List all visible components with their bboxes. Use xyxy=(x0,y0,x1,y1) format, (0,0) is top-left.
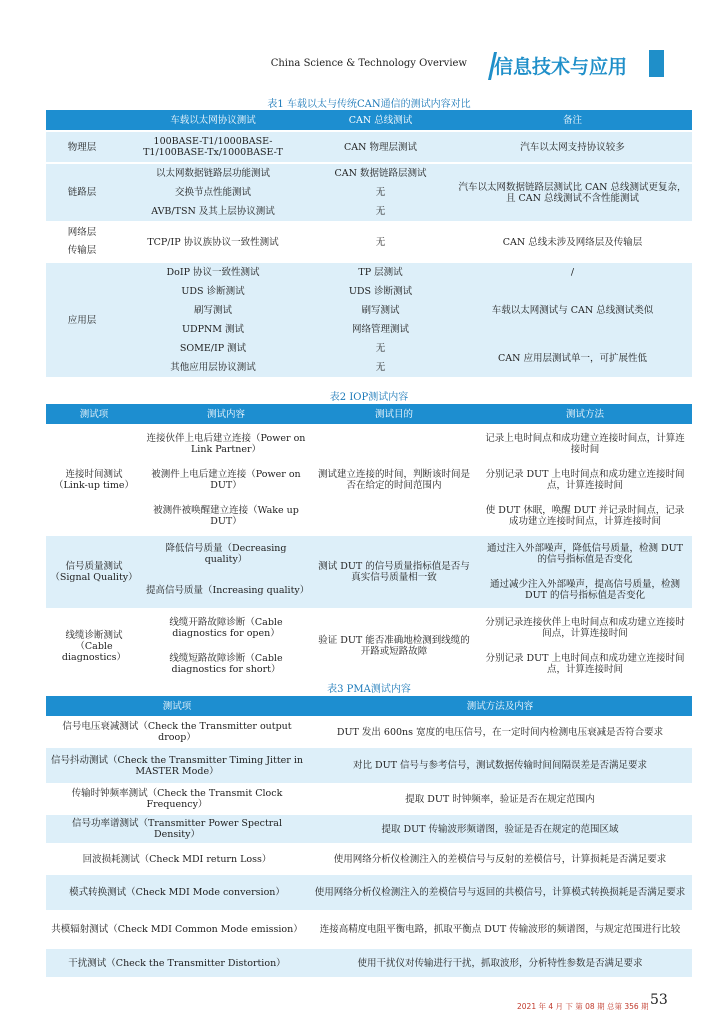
table-row xyxy=(46,223,692,261)
table1-cell: 交换节点性能测试 xyxy=(118,183,308,202)
table1-cell: 刷写测试 xyxy=(118,301,308,320)
table-row xyxy=(46,282,692,301)
table2-header: 测试目的 xyxy=(310,404,478,424)
table2-cell: 线缆开路故障诊断（Cable diagnostics for open） xyxy=(169,617,283,639)
table1-cell: 其他应用层协议测试 xyxy=(118,358,308,377)
table2-cell: 分别记录 DUT 上电时间点和成功建立连接时间点，计算连接时间 xyxy=(485,653,685,675)
table2-cell: 分别记录 DUT 上电时间点和成功建立连接时间点，计算连接时间 xyxy=(485,469,685,491)
header-accent-block xyxy=(649,50,664,77)
table2-header: 测试项 xyxy=(46,404,142,424)
table-row xyxy=(46,785,692,813)
table2-cell: 通过注入外部噪声，降低信号质量，检测 DUT 的信号指标值是否变化 xyxy=(478,536,692,572)
journal-title-en: China Science & Technology Overview xyxy=(270,58,467,69)
table1-cell: SOME/IP 测试 xyxy=(118,339,308,358)
table1 xyxy=(46,110,692,377)
table-row xyxy=(46,132,692,162)
table3-cell: 干扰测试（Check the Transmitter Distortion） xyxy=(46,949,308,977)
table1-cell: 应用层 xyxy=(46,263,118,377)
issue-info: 2021 年 4 月 下 第 08 期 总第 356 期 xyxy=(517,1002,649,1011)
table3-cell: 提取 DUT 时钟频率，验证是否在规定范围内 xyxy=(405,793,595,805)
table-row xyxy=(46,536,692,572)
table2-cell: 线缆诊断测试（Cable diagnostics） xyxy=(61,629,127,663)
table1-header-row xyxy=(46,110,692,130)
table1-layer-network: 网络层 xyxy=(67,227,97,238)
table1-cell: 100BASE-T1/1000BASE-T1/100BASE-Tx/1000BASE-T xyxy=(118,132,308,162)
table3-header-row xyxy=(46,696,692,716)
table3-cell: 对比 DUT 信号与参考信号，测试数据传输时间间隔误差是否满足要求 xyxy=(308,748,692,783)
table1-cell: 汽车以太网数据链路层测试比 CAN 总线测试更复杂，且 CAN 总线测试不含性能测试 xyxy=(453,164,692,221)
table1-cell: 车载以太网测试与 CAN 总线测试类似 xyxy=(453,282,692,339)
table3 xyxy=(46,696,692,977)
table2-caption: 表2 IOP测试内容 xyxy=(329,392,409,403)
table3-cell: 使用干扰仪对传输进行干扰，抓取波形，分析特性参数是否满足要求 xyxy=(308,949,692,977)
section-title-cn: 信息技术与应用 xyxy=(494,56,628,78)
page-number: 53 xyxy=(650,992,668,1008)
table2-cell: 被测件被唤醒建立连接（Wake up DUT） xyxy=(153,505,299,527)
table-row xyxy=(46,748,692,783)
table1-cell: 汽车以太网支持协议较多 xyxy=(453,132,692,162)
table2-cell: 通过减少注入外部噪声，提高信号质量，检测 DUT 的信号指标值是否变化 xyxy=(478,572,692,608)
table1-cell: 无 xyxy=(308,358,453,377)
table1-cell: 网络管理测试 xyxy=(308,320,453,339)
table2-cell: 降低信号质量（Decreasing quality） xyxy=(142,536,310,572)
table1-cell: DoIP 协议一致性测试 xyxy=(118,263,308,282)
table1-cell: 刷写测试 xyxy=(308,301,453,320)
table1-cell: UDS 诊断测试 xyxy=(118,282,308,301)
table2-cell: 连接时间测试（Link-up time） xyxy=(54,469,134,491)
table1-cell xyxy=(46,223,118,261)
table2-cell: 信号质量测试（Signal Quality） xyxy=(46,536,142,608)
table1-cell: UDPNM 测试 xyxy=(118,320,308,339)
table-row xyxy=(46,949,692,977)
table3-cell: 传输时钟频率测试（Check the Transmit Clock Frequency） xyxy=(71,788,283,810)
table-row xyxy=(46,610,692,646)
table1-cell: 无 xyxy=(375,236,386,248)
table1-cell: 无 xyxy=(308,339,453,358)
table1-cell: CAN 数据链路层测试 xyxy=(308,164,453,183)
table2-cell: 测试 DUT 的信号质量指标值是否与真实信号质量相一致 xyxy=(310,536,478,608)
table-row xyxy=(46,339,692,358)
table1-cell: CAN 总线未涉及网络层及传输层 xyxy=(502,236,643,248)
table1-header: CAN 总线测试 xyxy=(308,110,453,130)
table2-cell: 线缆短路故障诊断（Cable diagnostics for short） xyxy=(169,653,283,675)
table2-cell: 提高信号质量（Increasing quality） xyxy=(142,572,310,608)
table1-cell: 链路层 xyxy=(46,164,118,221)
table3-cell: 提取 DUT 传输波形频谱图，验证是否在规定的范围区域 xyxy=(308,815,692,843)
table3-caption: 表3 PMA测试内容 xyxy=(327,684,411,695)
table2-cell: 记录上电时间点和成功建立连接时间点，计算连接时间 xyxy=(485,433,685,455)
table2-header: 测试内容 xyxy=(142,404,310,424)
table1-cell: 无 xyxy=(308,183,453,202)
table3-cell: 共模辐射测试（Check MDI Common Mode emission） xyxy=(51,924,303,935)
table3-header: 测试方法及内容 xyxy=(308,696,692,716)
table3-cell: 使用网络分析仪检测注入的差模信号与反射的差模信号，计算损耗是否满足要求 xyxy=(333,853,667,865)
table3-header: 测试项 xyxy=(46,696,308,716)
table2-cell: 验证 DUT 能否准确地检测到线缆的开路或短路故障 xyxy=(318,635,470,657)
table1-cell: 物理层 xyxy=(46,132,118,162)
table2-cell: 连接伙伴上电后建立连接（Power on Link Partner） xyxy=(146,433,306,455)
table3-cell: 连接高精度电阻平衡电路，抓取平衡点 DUT 传输波形的频谱图，与规定范围进行比较 xyxy=(319,924,681,935)
table1-cell: UDS 诊断测试 xyxy=(308,282,453,301)
table1-layer-transport: 传输层 xyxy=(67,245,97,256)
table1-cell: 无 xyxy=(308,202,453,221)
table3-cell: 回波损耗测试（Check MDI return Loss） xyxy=(82,853,272,865)
table2-cell: 使 DUT 休眠，唤醒 DUT 并记录时间点，记录成功建立连接时间点，计算连接时间 xyxy=(485,505,685,527)
table2-header-row xyxy=(46,404,692,424)
table1-header: 备注 xyxy=(453,110,692,130)
table2-header: 测试方法 xyxy=(478,404,692,424)
table-row xyxy=(46,912,692,947)
table1-cell: TCP/IP 协议族协议一致性测试 xyxy=(147,236,279,248)
table2 xyxy=(46,404,692,682)
table1-cell: CAN 物理层测试 xyxy=(308,132,453,162)
table-row xyxy=(46,164,692,183)
table1-cell: 以太网数据链路层功能测试 xyxy=(118,164,308,183)
table3-cell: DUT 发出 600ns 宽度的电压信号，在一定时间内检测电压衰减是否符合要求 xyxy=(336,726,664,738)
table2-cell: 分别记录连接伙伴上电时间点和成功建立连接时间点，计算连接时间 xyxy=(485,617,685,639)
table1-caption: 表1 车载以太与传统CAN通信的测试内容对比 xyxy=(267,99,471,110)
table1-header xyxy=(46,110,118,130)
table3-cell: 模式转换测试（Check MDI Mode conversion） xyxy=(46,875,308,910)
table3-cell: 信号抖动测试（Check the Transmitter Timing Jitter in MASTER Mode） xyxy=(46,748,308,783)
table-row xyxy=(46,875,692,910)
table1-cell: CAN 应用层测试单一，可扩展性低 xyxy=(453,339,692,377)
table1-cell: TP 层测试 xyxy=(308,263,453,282)
table3-cell: 信号功率谱测试（Transmitter Power Spectral Density） xyxy=(46,815,308,843)
table-row xyxy=(46,845,692,873)
table1-header: 车载以太网协议测试 xyxy=(118,110,308,130)
table2-cell: 测试建立连接的时间，判断该时间是否在给定的时间范围内 xyxy=(317,469,470,491)
table-row xyxy=(46,426,692,462)
table-row xyxy=(46,263,692,282)
table-row xyxy=(46,815,692,843)
table1-cell: AVB/TSN 及其上层协议测试 xyxy=(118,202,308,221)
table3-cell: 使用网络分析仪检测注入的差模信号与返回的共模信号，计算模式转换损耗是否满足要求 xyxy=(308,875,692,910)
table1-cell: / xyxy=(453,263,692,282)
table3-cell: 信号电压衰减测试（Check the Transmitter output droop） xyxy=(62,721,292,743)
table-row xyxy=(46,718,692,746)
table2-cell: 被测件上电后建立连接（Power on DUT） xyxy=(151,469,301,491)
